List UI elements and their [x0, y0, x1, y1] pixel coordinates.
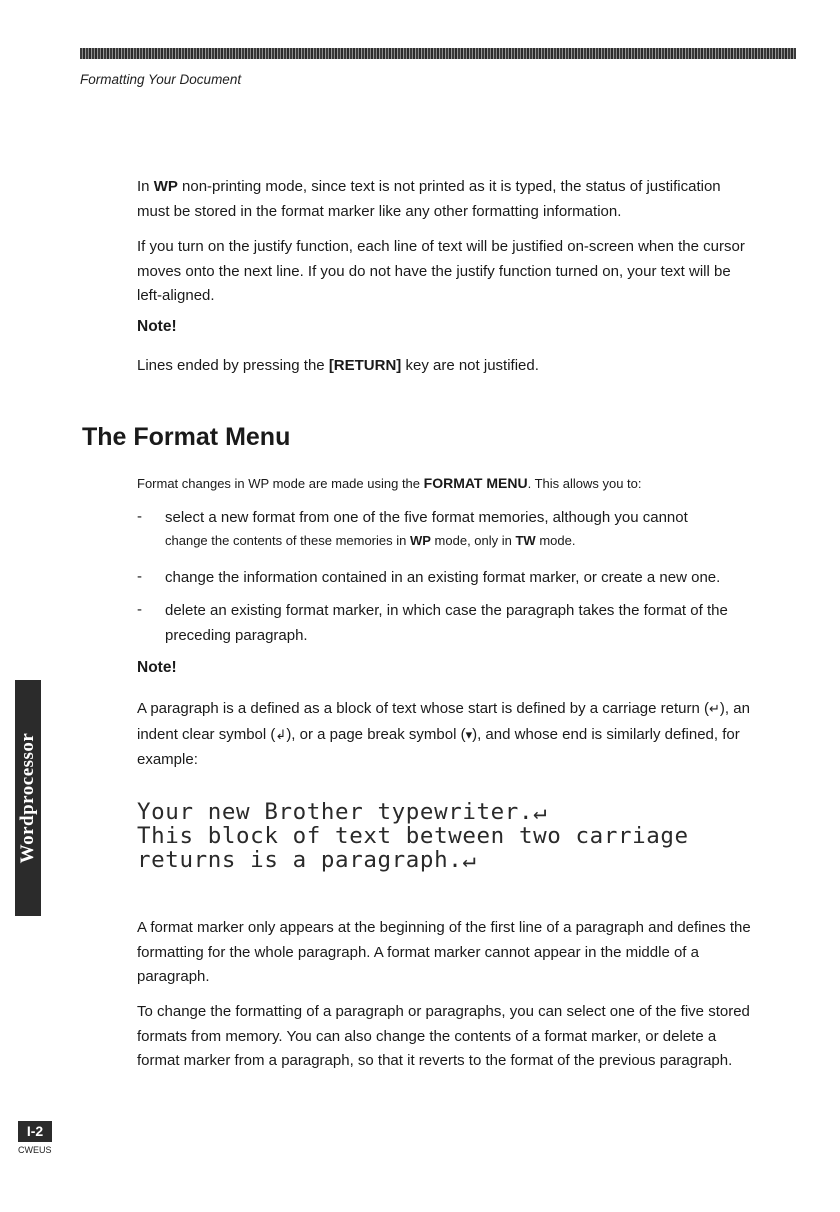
screen-example: [137, 800, 757, 872]
format-marker-paragraph: A format marker only appears at the beginning of the first line of a paragraph and defines the formatting for the whole paragraph. A format marker cannot appear in the middle of a paragraph.: [137, 919, 751, 985]
section-intro: Format changes in WP mode are made using the FORMAT MENU. This allows you to:: [137, 475, 642, 491]
list-item: change the information contained in an existing format marker, or create a new one.: [165, 569, 721, 586]
bullet-dash: -: [137, 601, 142, 618]
doc-code: CWEUS: [18, 1145, 52, 1155]
screen-line: This block of text between two carriage: [137, 823, 689, 849]
note-heading: Note!: [137, 659, 177, 676]
screen-line: returns is a paragraph.↵: [137, 847, 477, 873]
header-rule: [80, 48, 796, 59]
intro-paragraph-1: In WP non-printing mode, since text is not printed as it is typed, the status of justification must be stored in the format marker like any other formatting information.: [137, 178, 721, 220]
intro-paragraph-2: If you turn on the justify function, each line of text will be justified on-screen when the cursor moves onto the next line. If you do not have the justify function turned on, your text will be left-aligned.: [137, 238, 745, 304]
change-formatting-paragraph: To change the formatting of a paragraph or paragraphs, you can select one of the five stored formats from memory. You can also change the contents of a format marker, or delete a format marker from a paragraph, so that it reverts to the format of the previous paragraph.: [137, 1003, 750, 1069]
note-heading: Note!: [137, 318, 177, 335]
side-tab-label: Wordprocessor: [17, 732, 38, 864]
bullet-dash: -: [137, 568, 142, 585]
list-item-subline: change the contents of these memories in WP mode, only in TW mode.: [165, 533, 576, 548]
bullet-dash: -: [137, 508, 142, 525]
paragraph-definition: A paragraph is a defined as a block of text whose start is defined by a carriage return (↵), an indent clear symbol (↲), or a page break symbol (▾), and whose end is similarly defined, for example:: [137, 700, 750, 768]
running-head: Formatting Your Document: [80, 72, 242, 87]
screen-line: Your new Brother typewriter.↵: [137, 799, 548, 825]
note-text: Lines ended by pressing the [RETURN] key are not justified.: [137, 357, 539, 374]
list-item: select a new format from one of the five format memories, although you cannot: [165, 509, 688, 526]
section-title: The Format Menu: [82, 423, 291, 451]
list-item: delete an existing format marker, in which case the paragraph takes the format of the preceding paragraph.: [165, 602, 728, 644]
page-number: I-2: [18, 1121, 52, 1142]
